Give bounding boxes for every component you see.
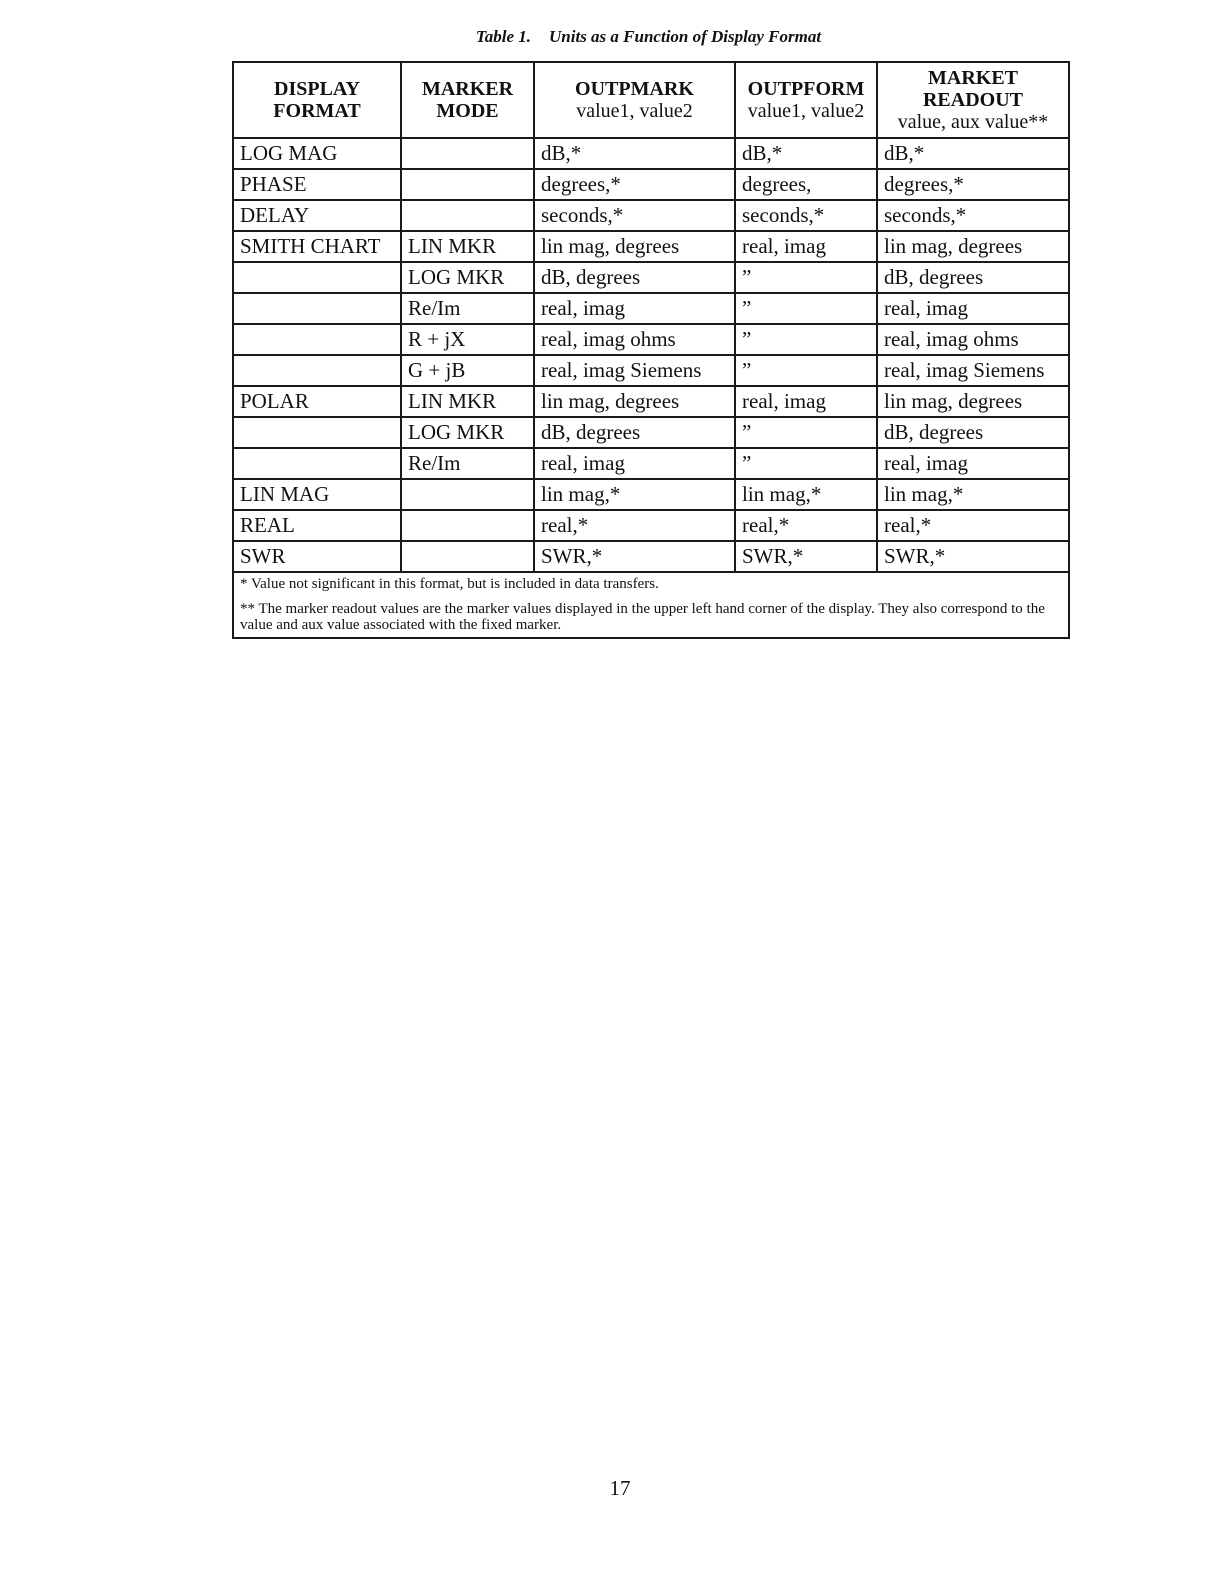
outpform-cell: ”: [735, 448, 877, 479]
header-subtitle: value1, value2: [576, 100, 693, 122]
units-table: [232, 61, 1070, 639]
table-row: [233, 200, 1069, 231]
marker-readout-cell: real, imag: [877, 293, 1069, 324]
marker-readout-cell: degrees,*: [877, 169, 1069, 200]
table-title: Units as a Function of Display Format: [549, 27, 822, 46]
marker-mode-cell: LOG MKR: [401, 262, 534, 293]
outpform-cell: seconds,*: [735, 200, 877, 231]
header-display-format: [233, 62, 401, 138]
table-row: [233, 169, 1069, 200]
marker-readout-cell: real, imag Siemens: [877, 355, 1069, 386]
outpform-cell: real, imag: [735, 386, 877, 417]
note-asterisk: * Value not significant in this format, but is included in data transfers.: [233, 572, 1069, 595]
marker-mode-cell: LIN MKR: [401, 231, 534, 262]
note-row: [233, 595, 1069, 638]
header-outpmark: [534, 62, 735, 138]
header-title: MARKER: [421, 78, 514, 100]
table-row: [233, 293, 1069, 324]
header-title: READOUT: [922, 89, 1023, 111]
outpmark-cell: SWR,*: [534, 541, 735, 572]
header-subtitle: value1, value2: [747, 100, 865, 122]
marker-mode-cell: [401, 200, 534, 231]
outpmark-cell: real, imag ohms: [534, 324, 735, 355]
header-title: FORMAT: [273, 100, 361, 122]
outpmark-cell: degrees,*: [534, 169, 735, 200]
outpmark-cell: dB, degrees: [534, 417, 735, 448]
display-format-cell: [233, 417, 401, 448]
outpmark-cell: real, imag: [534, 448, 735, 479]
marker-readout-cell: lin mag, degrees: [877, 386, 1069, 417]
table-row: [233, 386, 1069, 417]
table-number: Table 1.: [475, 27, 532, 46]
outpmark-cell: lin mag,*: [534, 479, 735, 510]
table-row: [233, 262, 1069, 293]
table-notes: [233, 572, 1069, 638]
outpform-cell: real, imag: [735, 231, 877, 262]
marker-mode-cell: [401, 541, 534, 572]
display-format-cell: [233, 293, 401, 324]
header-market-readout: [877, 62, 1069, 138]
outpform-cell: ”: [735, 293, 877, 324]
table-row: [233, 479, 1069, 510]
display-format-cell: REAL: [233, 510, 401, 541]
header-title: OUTPMARK: [575, 78, 694, 100]
marker-readout-cell: seconds,*: [877, 200, 1069, 231]
outpmark-cell: lin mag, degrees: [534, 386, 735, 417]
marker-mode-cell: LOG MKR: [401, 417, 534, 448]
header-title: DISPLAY: [274, 78, 360, 100]
note-row: [233, 572, 1069, 595]
table-body: [233, 138, 1069, 572]
outpmark-cell: seconds,*: [534, 200, 735, 231]
marker-readout-cell: real, imag: [877, 448, 1069, 479]
marker-mode-cell: [401, 169, 534, 200]
outpmark-cell: real,*: [534, 510, 735, 541]
table-row: [233, 138, 1069, 169]
table-caption: [0, 27, 1229, 47]
outpmark-cell: real, imag: [534, 293, 735, 324]
outpmark-cell: dB, degrees: [534, 262, 735, 293]
display-format-cell: LIN MAG: [233, 479, 401, 510]
outpform-cell: dB,*: [735, 138, 877, 169]
marker-readout-cell: real, imag ohms: [877, 324, 1069, 355]
outpform-cell: degrees,: [735, 169, 877, 200]
table-row: [233, 448, 1069, 479]
note-double-asterisk: ** The marker readout values are the marker values displayed in the upper left hand corner of the display. They also correspond to the value and aux value associated with the fixed marker.: [233, 595, 1069, 638]
outpform-cell: ”: [735, 324, 877, 355]
display-format-cell: SWR: [233, 541, 401, 572]
page-number: 17: [609, 1476, 631, 1500]
header-title: MODE: [436, 100, 499, 122]
table-row: [233, 417, 1069, 448]
marker-readout-cell: dB,*: [877, 138, 1069, 169]
table-row: [233, 510, 1069, 541]
marker-mode-cell: G + jB: [401, 355, 534, 386]
display-format-cell: POLAR: [233, 386, 401, 417]
display-format-cell: SMITH CHART: [233, 231, 401, 262]
outpform-cell: SWR,*: [735, 541, 877, 572]
display-format-cell: PHASE: [233, 169, 401, 200]
display-format-cell: [233, 324, 401, 355]
header-outpform: [735, 62, 877, 138]
marker-mode-cell: Re/Im: [401, 293, 534, 324]
header-row: [233, 62, 1069, 138]
outpform-cell: ”: [735, 355, 877, 386]
marker-mode-cell: Re/Im: [401, 448, 534, 479]
header-title: OUTPFORM: [747, 78, 865, 100]
outpform-cell: ”: [735, 262, 877, 293]
marker-mode-cell: [401, 138, 534, 169]
table-row: [233, 231, 1069, 262]
display-format-cell: DELAY: [233, 200, 401, 231]
marker-mode-cell: [401, 479, 534, 510]
marker-mode-cell: LIN MKR: [401, 386, 534, 417]
display-format-cell: [233, 448, 401, 479]
outpform-cell: real,*: [735, 510, 877, 541]
display-format-cell: LOG MAG: [233, 138, 401, 169]
table-row: [233, 324, 1069, 355]
marker-readout-cell: lin mag, degrees: [877, 231, 1069, 262]
outpmark-cell: dB,*: [534, 138, 735, 169]
header-title: MARKET: [928, 67, 1018, 89]
marker-mode-cell: R + jX: [401, 324, 534, 355]
header-marker-mode: [401, 62, 534, 138]
marker-readout-cell: SWR,*: [877, 541, 1069, 572]
marker-readout-cell: lin mag,*: [877, 479, 1069, 510]
outpform-cell: ”: [735, 417, 877, 448]
header-subtitle: value, aux value**: [897, 111, 1049, 133]
display-format-cell: [233, 355, 401, 386]
display-format-cell: [233, 262, 401, 293]
marker-readout-cell: dB, degrees: [877, 417, 1069, 448]
table-header: [233, 62, 1069, 138]
marker-mode-cell: [401, 510, 534, 541]
outpmark-cell: real, imag Siemens: [534, 355, 735, 386]
marker-readout-cell: real,*: [877, 510, 1069, 541]
table-row: [233, 355, 1069, 386]
outpform-cell: lin mag,*: [735, 479, 877, 510]
marker-readout-cell: dB, degrees: [877, 262, 1069, 293]
outpmark-cell: lin mag, degrees: [534, 231, 735, 262]
table-row: [233, 541, 1069, 572]
